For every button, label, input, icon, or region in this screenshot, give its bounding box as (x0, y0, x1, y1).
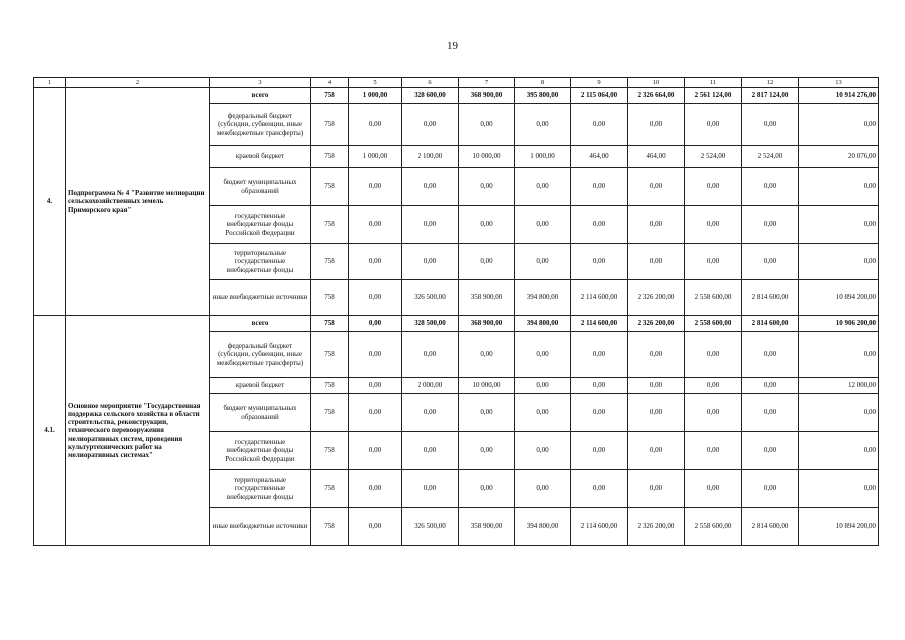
year-value: 0,00 (515, 332, 571, 378)
funding-source: всего (210, 316, 311, 332)
year-value: 0,00 (685, 470, 742, 508)
year-value: 2 326 664,00 (628, 88, 685, 104)
year-value: 0,00 (349, 280, 402, 316)
year-value: 0,00 (459, 432, 515, 470)
year-value: 0,00 (402, 104, 459, 146)
year-value: 0,00 (349, 470, 402, 508)
budget-code: 758 (311, 378, 349, 394)
year-value: 2 558 600,00 (685, 280, 742, 316)
funding-source: краевой бюджет (210, 378, 311, 394)
funding-source: территориальные государственные внебюджетные фонды (210, 470, 311, 508)
year-value: 0,00 (402, 394, 459, 432)
budget-code: 758 (311, 508, 349, 546)
section-index: 4.1. (34, 316, 66, 546)
section-name: Основное мероприятие "Государственная поддержка сельского хозяйства в области строительства, реконструкции, технического перевооружения мелиоративных систем, проведения культуртехнических работ на мелиоративных системах" (66, 316, 210, 546)
year-value: 394 800,00 (515, 508, 571, 546)
section-name: Подпрограмма № 4 "Развитие мелиорации сельскохозяйственных земель Приморского края" (66, 88, 210, 316)
year-value: 0,00 (515, 394, 571, 432)
year-value: 2 524,00 (685, 146, 742, 168)
year-value: 394 800,00 (515, 316, 571, 332)
total-row (34, 88, 879, 104)
total-value: 0,00 (799, 104, 879, 146)
funding-source: государственные внебюджетные фонды Российской Федерации (210, 206, 311, 244)
year-value: 0,00 (685, 104, 742, 146)
year-value: 0,00 (685, 332, 742, 378)
header-cell: 8 (515, 78, 571, 88)
year-value: 0,00 (571, 104, 628, 146)
year-value: 0,00 (628, 168, 685, 206)
year-value: 394 800,00 (515, 280, 571, 316)
year-value: 0,00 (628, 332, 685, 378)
year-value: 0,00 (402, 206, 459, 244)
year-value: 0,00 (571, 394, 628, 432)
year-value: 0,00 (628, 244, 685, 280)
year-value: 0,00 (349, 508, 402, 546)
year-value: 0,00 (515, 206, 571, 244)
year-value: 0,00 (515, 470, 571, 508)
total-value: 0,00 (799, 168, 879, 206)
year-value: 10 000,00 (459, 146, 515, 168)
year-value: 0,00 (402, 332, 459, 378)
year-value: 368 900,00 (459, 316, 515, 332)
year-value: 0,00 (742, 470, 799, 508)
budget-code: 758 (311, 280, 349, 316)
total-value: 0,00 (799, 470, 879, 508)
year-value: 0,00 (685, 244, 742, 280)
header-cell: 7 (459, 78, 515, 88)
year-value: 0,00 (685, 206, 742, 244)
table-body (34, 78, 879, 546)
year-value: 0,00 (742, 378, 799, 394)
year-value: 1 000,00 (349, 88, 402, 104)
budget-code: 758 (311, 206, 349, 244)
year-value: 368 900,00 (459, 88, 515, 104)
header-cell: 11 (685, 78, 742, 88)
year-value: 0,00 (742, 432, 799, 470)
year-value: 0,00 (571, 168, 628, 206)
year-value: 0,00 (349, 378, 402, 394)
year-value: 0,00 (571, 332, 628, 378)
year-value: 0,00 (742, 104, 799, 146)
total-value: 12 000,00 (799, 378, 879, 394)
year-value: 0,00 (515, 104, 571, 146)
year-value: 0,00 (628, 470, 685, 508)
funding-source: государственные внебюджетные фонды Российской Федерации (210, 432, 311, 470)
funding-source: иные внебюджетные источники (210, 280, 311, 316)
year-value: 0,00 (742, 244, 799, 280)
year-value: 0,00 (685, 394, 742, 432)
year-value: 0,00 (459, 470, 515, 508)
year-value: 0,00 (402, 432, 459, 470)
year-value: 0,00 (349, 168, 402, 206)
year-value: 2 114 600,00 (571, 316, 628, 332)
year-value: 358 900,00 (459, 508, 515, 546)
year-value: 0,00 (349, 206, 402, 244)
year-value: 326 500,00 (402, 280, 459, 316)
header-cell: 10 (628, 78, 685, 88)
year-value: 2 817 124,00 (742, 88, 799, 104)
funding-source: федеральный бюджет (субсидии, субвенции, иные межбюджетные трансферты) (210, 104, 311, 146)
year-value: 2 814 600,00 (742, 316, 799, 332)
year-value: 0,00 (628, 432, 685, 470)
total-value: 20 076,00 (799, 146, 879, 168)
year-value: 0,00 (402, 244, 459, 280)
year-value: 0,00 (742, 332, 799, 378)
budget-code: 758 (311, 88, 349, 104)
year-value: 0,00 (571, 206, 628, 244)
year-value: 0,00 (349, 432, 402, 470)
budget-code: 758 (311, 104, 349, 146)
year-value: 2 561 124,00 (685, 88, 742, 104)
year-value: 0,00 (349, 244, 402, 280)
budget-code: 758 (311, 332, 349, 378)
year-value: 0,00 (515, 168, 571, 206)
budget-code: 758 (311, 316, 349, 332)
year-value: 2 326 200,00 (628, 508, 685, 546)
year-value: 328 500,00 (402, 316, 459, 332)
year-value: 2 114 600,00 (571, 280, 628, 316)
total-value: 0,00 (799, 332, 879, 378)
year-value: 0,00 (459, 206, 515, 244)
year-value: 0,00 (515, 432, 571, 470)
header-cell: 5 (349, 78, 402, 88)
year-value: 0,00 (459, 168, 515, 206)
year-value: 2 814 600,00 (742, 280, 799, 316)
year-value: 0,00 (349, 104, 402, 146)
year-value: 0,00 (571, 470, 628, 508)
year-value: 0,00 (459, 244, 515, 280)
year-value: 2 558 600,00 (685, 316, 742, 332)
year-value: 0,00 (459, 394, 515, 432)
header-cell: 6 (402, 78, 459, 88)
budget-code: 758 (311, 432, 349, 470)
year-value: 0,00 (685, 168, 742, 206)
year-value: 0,00 (349, 316, 402, 332)
total-value: 0,00 (799, 206, 879, 244)
funding-source: бюджет муниципальных образований (210, 394, 311, 432)
header-cell: 3 (210, 78, 311, 88)
total-value: 0,00 (799, 394, 879, 432)
year-value: 0,00 (685, 378, 742, 394)
budget-code: 758 (311, 168, 349, 206)
funding-source: территориальные государственные внебюджетные фонды (210, 244, 311, 280)
funding-source: иные внебюджетные источники (210, 508, 311, 546)
year-value: 0,00 (349, 394, 402, 432)
year-value: 2 114 600,00 (571, 508, 628, 546)
year-value: 0,00 (515, 378, 571, 394)
year-value: 2 814 600,00 (742, 508, 799, 546)
year-value: 10 000,00 (459, 378, 515, 394)
header-cell: 1 (34, 78, 66, 88)
budget-table (33, 77, 879, 546)
year-value: 358 900,00 (459, 280, 515, 316)
year-value: 2 558 600,00 (685, 508, 742, 546)
funding-source: федеральный бюджет (субсидии, субвенции, иные межбюджетные трансферты) (210, 332, 311, 378)
header-cell: 13 (799, 78, 879, 88)
total-value: 10 914 276,00 (799, 88, 879, 104)
year-value: 0,00 (571, 432, 628, 470)
header-cell: 4 (311, 78, 349, 88)
year-value: 2 000,00 (402, 378, 459, 394)
year-value: 0,00 (742, 168, 799, 206)
year-value: 2 326 200,00 (628, 316, 685, 332)
year-value: 395 800,00 (515, 88, 571, 104)
year-value: 464,00 (571, 146, 628, 168)
year-value: 2 115 064,00 (571, 88, 628, 104)
year-value: 326 500,00 (402, 508, 459, 546)
header-cell: 2 (66, 78, 210, 88)
year-value: 0,00 (515, 244, 571, 280)
year-value: 0,00 (459, 332, 515, 378)
year-value: 0,00 (628, 104, 685, 146)
section-index: 4. (34, 88, 66, 316)
funding-source: бюджет муниципальных образований (210, 168, 311, 206)
year-value: 464,00 (628, 146, 685, 168)
header-cell: 9 (571, 78, 628, 88)
budget-code: 758 (311, 394, 349, 432)
funding-source: краевой бюджет (210, 146, 311, 168)
budget-code: 758 (311, 470, 349, 508)
year-value: 0,00 (685, 432, 742, 470)
year-value: 0,00 (349, 332, 402, 378)
year-value: 2 100,00 (402, 146, 459, 168)
year-value: 0,00 (571, 244, 628, 280)
year-value: 1 000,00 (349, 146, 402, 168)
total-value: 10 894 200,00 (799, 508, 879, 546)
year-value: 0,00 (571, 378, 628, 394)
funding-source: всего (210, 88, 311, 104)
year-value: 0,00 (742, 394, 799, 432)
year-value: 0,00 (628, 206, 685, 244)
total-value: 10 906 200,00 (799, 316, 879, 332)
budget-code: 758 (311, 244, 349, 280)
year-value: 2 524,00 (742, 146, 799, 168)
year-value: 2 326 200,00 (628, 280, 685, 316)
year-value: 0,00 (628, 378, 685, 394)
total-value: 10 894 200,00 (799, 280, 879, 316)
year-value: 0,00 (402, 168, 459, 206)
total-row (34, 316, 879, 332)
year-value: 0,00 (742, 206, 799, 244)
budget-code: 758 (311, 146, 349, 168)
page-number: 19 (447, 40, 458, 52)
year-value: 0,00 (459, 104, 515, 146)
header-cell: 12 (742, 78, 799, 88)
year-value: 1 000,00 (515, 146, 571, 168)
header-row (34, 78, 879, 88)
year-value: 0,00 (402, 470, 459, 508)
year-value: 328 600,00 (402, 88, 459, 104)
total-value: 0,00 (799, 244, 879, 280)
total-value: 0,00 (799, 432, 879, 470)
year-value: 0,00 (628, 394, 685, 432)
